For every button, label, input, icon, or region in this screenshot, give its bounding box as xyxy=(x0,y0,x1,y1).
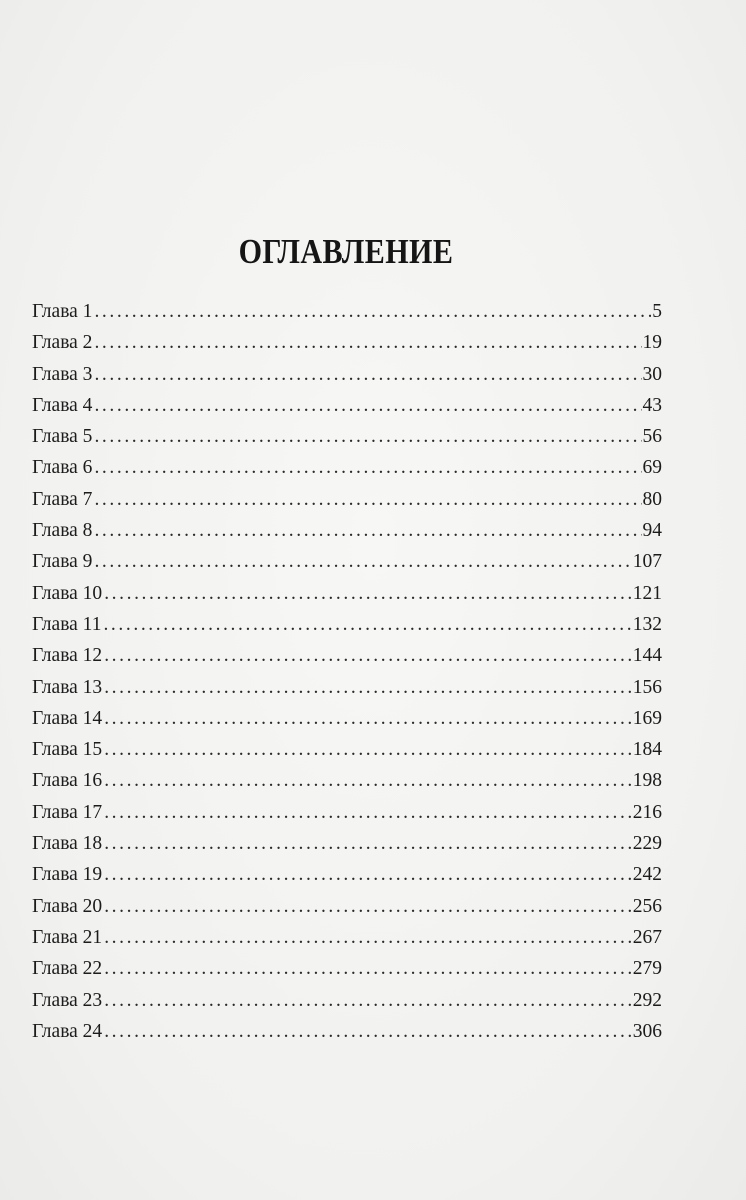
toc-entry-page-number: 306 xyxy=(632,1020,662,1042)
toc-entry xyxy=(32,828,662,859)
toc-entry xyxy=(32,922,662,953)
toc-entry xyxy=(32,640,662,671)
toc-entry xyxy=(32,765,662,796)
toc-entry-page-number: 144 xyxy=(632,645,662,667)
toc-entry-page-number: 292 xyxy=(632,989,662,1011)
toc-dot-leader xyxy=(94,484,641,515)
toc-dot-leader xyxy=(94,359,641,390)
toc-dot-leader xyxy=(104,765,632,796)
toc-entry-page-number: 156 xyxy=(632,676,662,698)
toc-entry xyxy=(32,891,662,922)
toc-entry-label: Глава 13 xyxy=(32,676,103,698)
toc-dot-leader xyxy=(103,609,631,640)
toc-dot-leader xyxy=(94,515,641,546)
toc-entry-page-number: 279 xyxy=(632,958,662,980)
toc-entry-label: Глава 14 xyxy=(32,707,103,729)
toc-entry-label: Глава 2 xyxy=(32,332,93,354)
toc-entry-page-number: 43 xyxy=(642,394,662,416)
toc-dot-leader xyxy=(94,421,641,452)
toc-entry-page-number: 198 xyxy=(632,770,662,792)
toc-entry xyxy=(32,296,662,327)
toc-entry-page-number: 107 xyxy=(632,551,662,573)
toc-entry xyxy=(32,359,662,390)
toc-dot-leader xyxy=(104,891,632,922)
toc-entry-label: Глава 11 xyxy=(32,613,102,635)
toc-dot-leader xyxy=(104,828,632,859)
toc-entry xyxy=(32,546,662,577)
toc-entry-label: Глава 22 xyxy=(32,958,103,980)
toc-dot-leader xyxy=(104,672,632,703)
toc-entry-label: Глава 24 xyxy=(32,1020,103,1042)
toc-entry xyxy=(32,578,662,609)
toc-entry-label: Глава 6 xyxy=(32,457,93,479)
toc-entry-page-number: 30 xyxy=(642,363,662,385)
toc-dot-leader xyxy=(104,797,632,828)
toc-entry-label: Глава 7 xyxy=(32,488,93,510)
toc-entry xyxy=(32,327,662,358)
toc-dot-leader xyxy=(94,327,641,358)
toc-entry-label: Глава 9 xyxy=(32,551,93,573)
toc-entry-label: Глава 18 xyxy=(32,833,103,855)
toc-entry xyxy=(32,421,662,452)
table-of-contents xyxy=(32,296,662,1047)
toc-entry-page-number: 169 xyxy=(632,707,662,729)
toc-entry xyxy=(32,953,662,984)
toc-dot-leader xyxy=(104,922,632,953)
toc-entry-label: Глава 5 xyxy=(32,426,93,448)
toc-entry-page-number: 5 xyxy=(652,301,662,322)
toc-entry-label: Глава 8 xyxy=(32,520,93,542)
toc-entry-page-number: 184 xyxy=(632,739,662,761)
toc-entry-page-number: 69 xyxy=(642,457,662,479)
toc-entry-page-number: 132 xyxy=(632,613,662,635)
toc-entry-page-number: 94 xyxy=(642,520,662,542)
toc-entry-page-number: 229 xyxy=(632,833,662,855)
toc-entry xyxy=(32,484,662,515)
toc-dot-leader xyxy=(94,296,651,327)
toc-entry-label: Глава 3 xyxy=(32,363,93,385)
toc-entry-label: Глава 17 xyxy=(32,801,103,823)
toc-dot-leader xyxy=(104,1016,632,1047)
toc-dot-leader xyxy=(104,859,632,890)
toc-entry-label: Глава 15 xyxy=(32,739,103,761)
toc-dot-leader xyxy=(104,640,632,671)
toc-entry-label: Глава 19 xyxy=(32,864,103,886)
toc-entry xyxy=(32,859,662,890)
toc-dot-leader xyxy=(104,734,632,765)
toc-entry xyxy=(32,734,662,765)
toc-entry-page-number: 242 xyxy=(632,864,662,886)
toc-entry-label: Глава 12 xyxy=(32,645,103,667)
toc-entry xyxy=(32,985,662,1016)
toc-entry xyxy=(32,1016,662,1047)
toc-entry-label: Глава 20 xyxy=(32,895,103,917)
toc-dot-leader xyxy=(104,703,632,734)
toc-dot-leader xyxy=(104,578,632,609)
toc-entry xyxy=(32,390,662,421)
toc-entry-label: Глава 16 xyxy=(32,770,103,792)
toc-entry-label: Глава 10 xyxy=(32,582,103,604)
toc-entry xyxy=(32,609,662,640)
toc-entry xyxy=(32,797,662,828)
toc-entry xyxy=(32,515,662,546)
page-title: ОГЛАВЛЕНИЕ xyxy=(238,232,454,271)
toc-dot-leader xyxy=(94,452,641,483)
toc-entry xyxy=(32,452,662,483)
toc-entry-page-number: 80 xyxy=(642,488,662,510)
toc-entry-label: Глава 21 xyxy=(32,926,103,948)
toc-entry-label: Глава 1 xyxy=(32,301,93,322)
toc-entry-label: Глава 23 xyxy=(32,989,103,1011)
toc-dot-leader xyxy=(94,390,641,421)
toc-entry-page-number: 19 xyxy=(642,332,662,354)
toc-entry-label: Глава 4 xyxy=(32,394,93,416)
toc-entry-page-number: 256 xyxy=(632,895,662,917)
toc-entry xyxy=(32,672,662,703)
toc-entry-page-number: 216 xyxy=(632,801,662,823)
toc-dot-leader xyxy=(104,953,632,984)
toc-entry-page-number: 267 xyxy=(632,926,662,948)
toc-entry xyxy=(32,703,662,734)
toc-entry-page-number: 56 xyxy=(642,426,662,448)
toc-dot-leader xyxy=(104,985,632,1016)
toc-dot-leader xyxy=(94,546,631,577)
toc-entry-page-number: 121 xyxy=(632,582,662,604)
